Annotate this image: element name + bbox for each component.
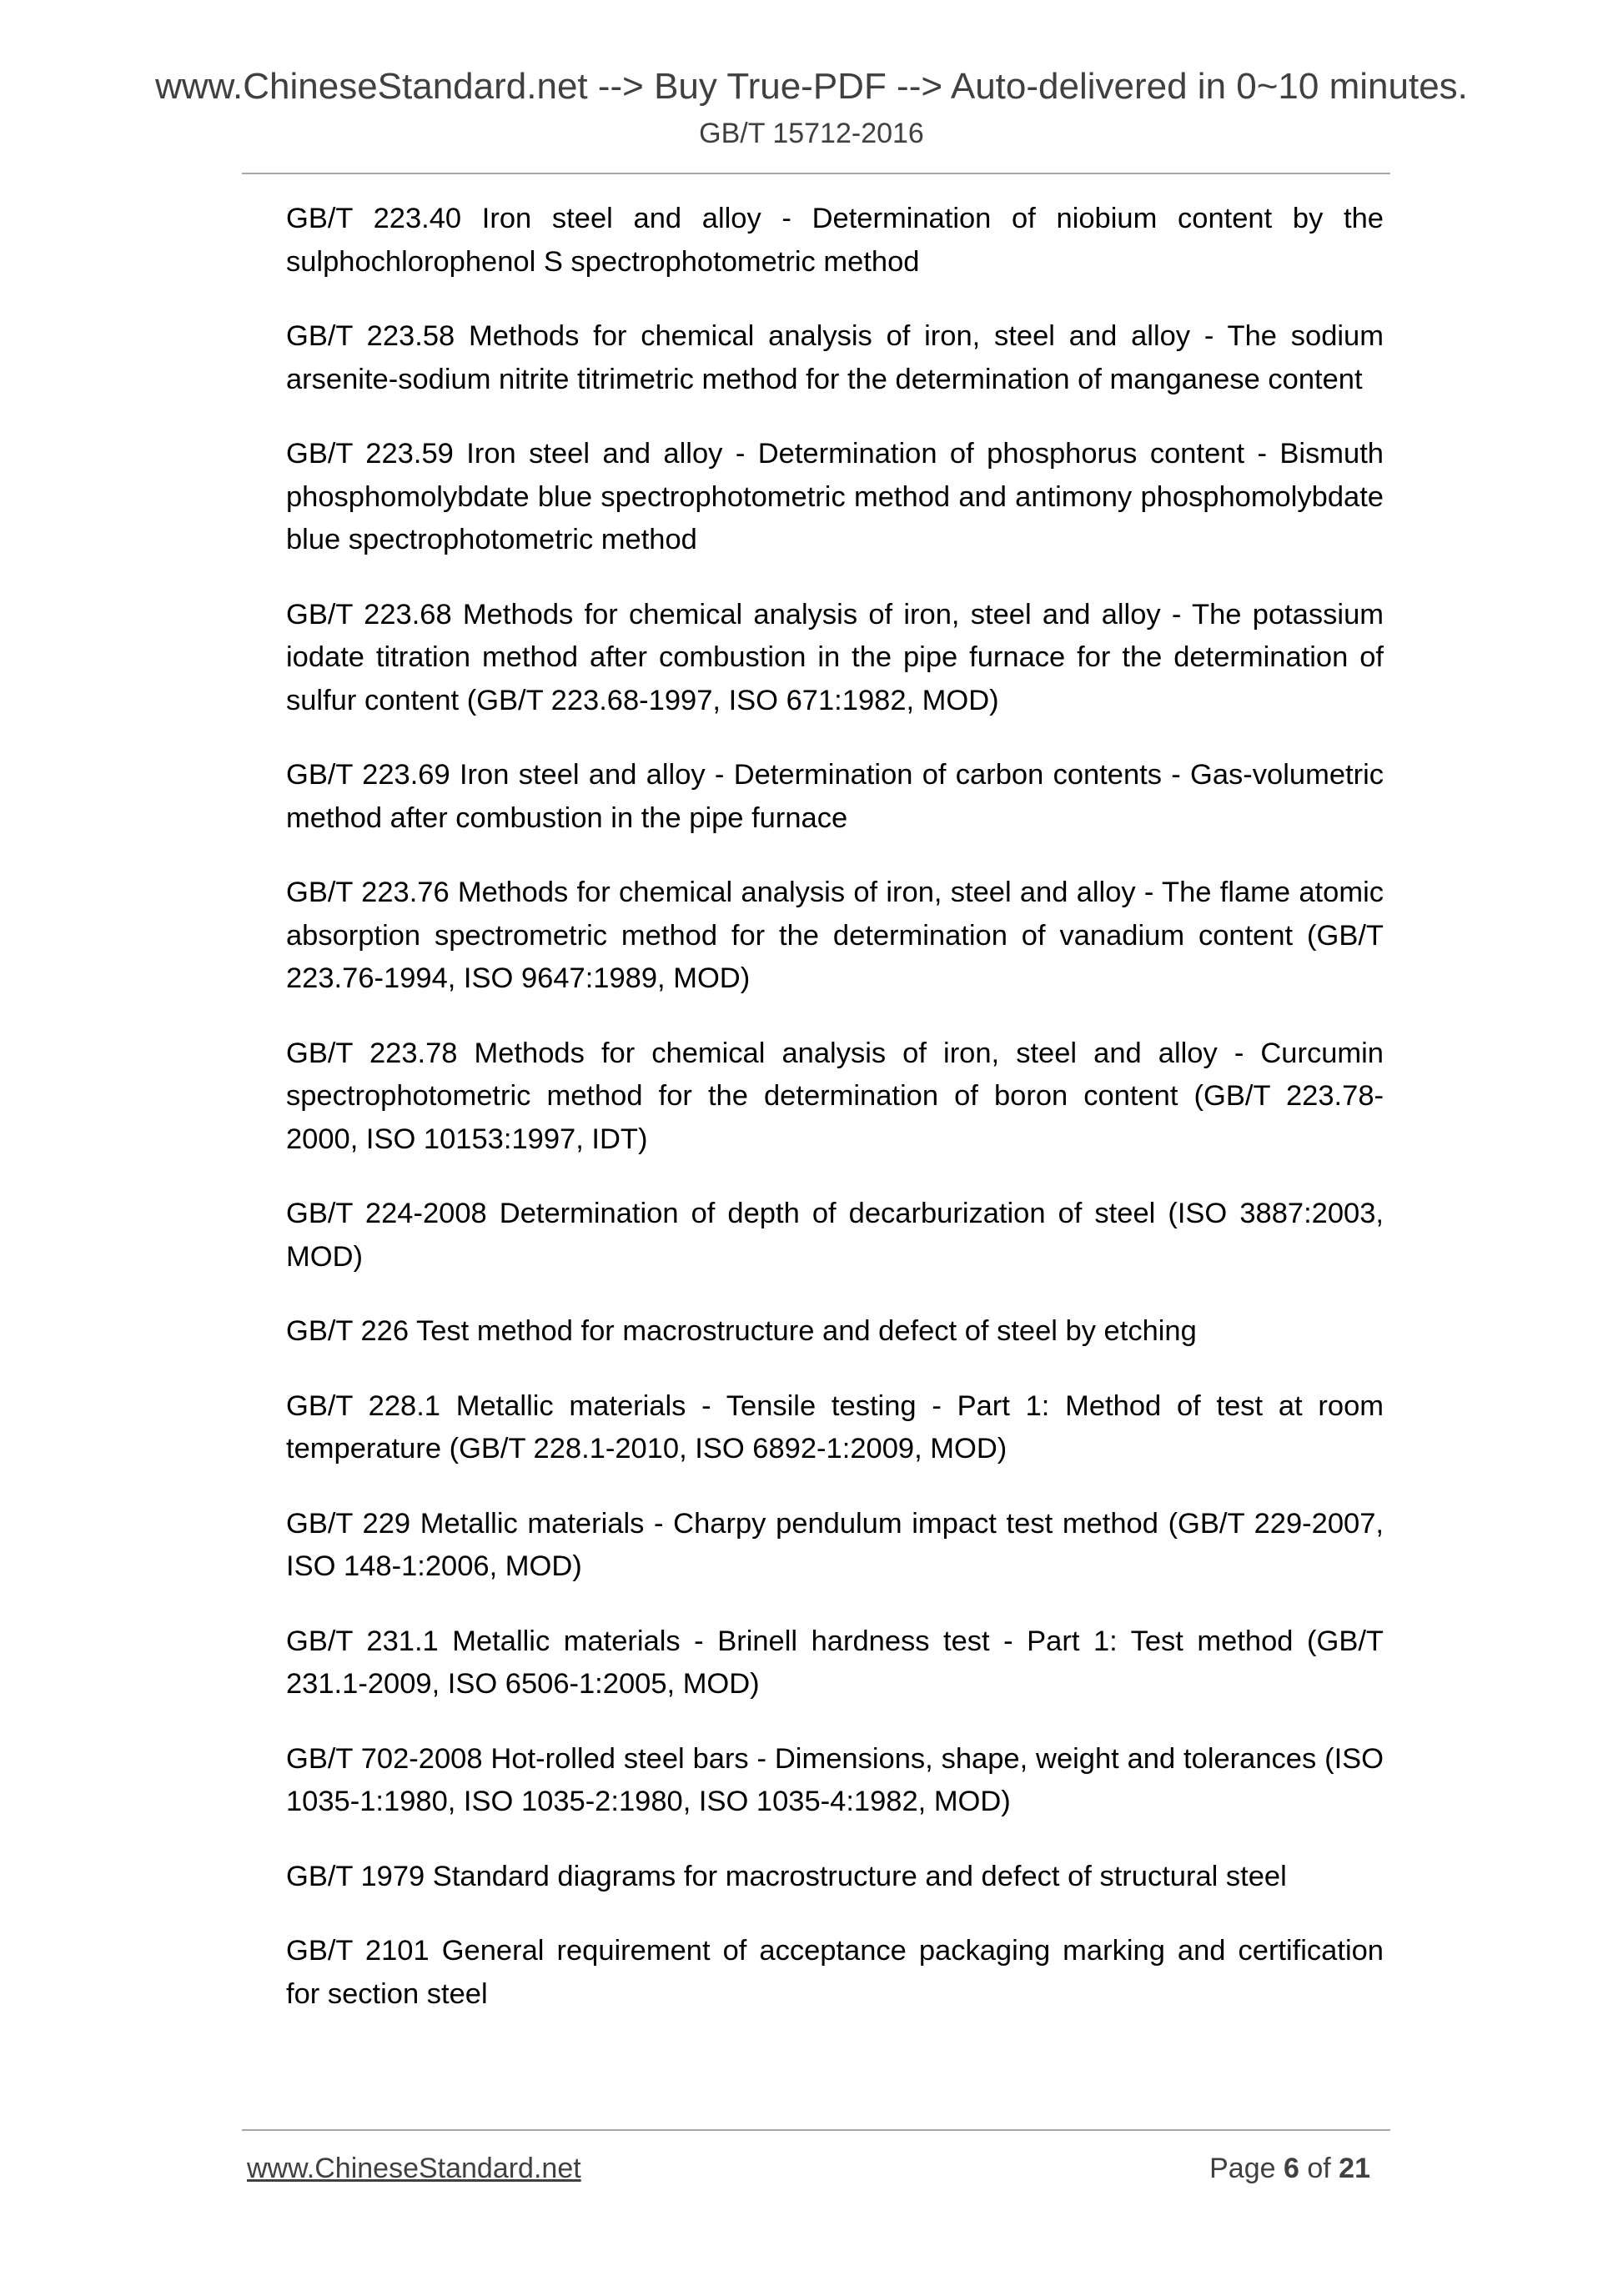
reference-item: GB/T 223.69 Iron steel and alloy - Determination of carbon contents - Gas-volumetric method after combustion in the pipe furnace: [286, 759, 1384, 834]
reference-item: GB/T 228.1 Metallic materials - Tensile testing - Part 1: Method of test at room temperature (GB/T 228.1-2010, ISO 6892-1:2009, MOD): [286, 1389, 1384, 1465]
reference-item: GB/T 231.1 Metallic materials - Brinell hardness test - Part 1: Test method (GB/T 231.1-2009, ISO 6506-1:2005, MOD): [286, 1625, 1384, 1700]
reference-item: GB/T 223.40 Iron steel and alloy - Determination of niobium content by the sulphochlorophenol S spectrophotometric method: [286, 203, 1384, 278]
page-total: 21: [1339, 2153, 1370, 2184]
reference-item: GB/T 226 Test method for macrostructure and defect of steel by etching: [286, 1315, 1197, 1347]
standard-code: GB/T 15712-2016: [699, 118, 924, 149]
reference-item: GB/T 223.68 Methods for chemical analysis of iron, steel and alloy - The potassium iodate titration method after combustion in the pipe furnace for the determination of sulfur content (GB/T 223.68-1997, ISO 671:1982, MOD): [286, 598, 1384, 716]
footer-site-link[interactable]: www.ChineseStandard.net: [247, 2153, 581, 2184]
page-current: 6: [1283, 2153, 1299, 2184]
page-separator: of: [1307, 2153, 1331, 2184]
header-divider: [242, 173, 1390, 174]
reference-item: GB/T 223.58 Methods for chemical analysis of iron, steel and alloy - The sodium arsenite-sodium nitrite titrimetric method for the determination of manganese content: [286, 320, 1384, 395]
header-banner: www.ChineseStandard.net --> Buy True-PDF --> Auto-delivered in 0~10 minutes.: [155, 66, 1468, 107]
page-prefix: Page: [1209, 2153, 1276, 2184]
footer-divider: [242, 2129, 1390, 2131]
reference-item: GB/T 2101 General requirement of acceptance packaging marking and certification for section steel: [286, 1935, 1384, 2010]
page-indicator: [1209, 2152, 1370, 2185]
reference-item: GB/T 223.76 Methods for chemical analysis of iron, steel and alloy - The flame atomic absorption spectrometric method for the determination of vanadium content (GB/T 223.76-1994, ISO 9647:1989, MOD): [286, 877, 1384, 994]
normative-references-list: [286, 198, 1384, 2047]
reference-item: GB/T 223.59 Iron steel and alloy - Determination of phosphorus content - Bismuth phosphomolybdate blue spectrophotometric method and antimony phosphomolybdate blue spectrophotometric method: [286, 438, 1384, 555]
reference-item: GB/T 1979 Standard diagrams for macrostructure and defect of structural steel: [286, 1860, 1287, 1892]
reference-item: GB/T 702-2008 Hot-rolled steel bars - Dimensions, shape, weight and tolerances (ISO 1035-1:1980, ISO 1035-2:1980, ISO 1035-4:1982, MOD): [286, 1742, 1384, 1817]
reference-item: GB/T 224-2008 Determination of depth of decarburization of steel (ISO 3887:2003, MOD): [286, 1198, 1384, 1273]
reference-item: GB/T 223.78 Methods for chemical analysis of iron, steel and alloy - Curcumin spectrophotometric method for the determination of boron content (GB/T 223.78-2000, ISO 10153:1997, IDT): [286, 1037, 1384, 1155]
reference-item: GB/T 229 Metallic materials - Charpy pendulum impact test method (GB/T 229-2007, ISO 148-1:2006, MOD): [286, 1507, 1384, 1582]
